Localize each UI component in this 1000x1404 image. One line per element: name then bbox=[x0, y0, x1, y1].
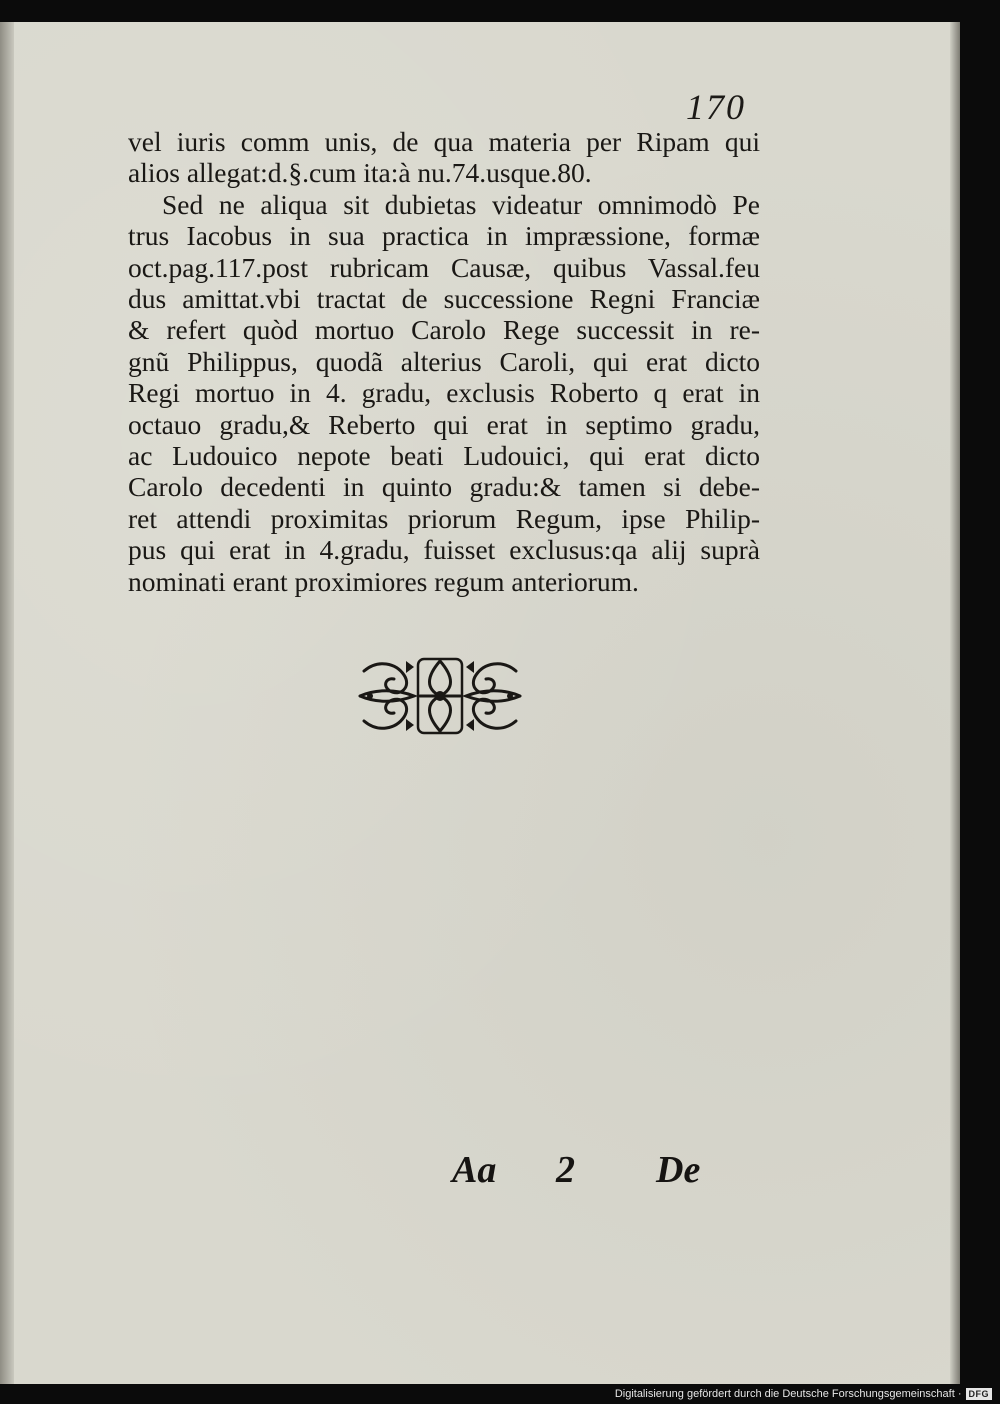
text-line: ac Ludouico nepote beati Ludouici, qui erat dicto bbox=[128, 440, 760, 472]
text-line: oct.pag.117.post rubricam Causæ, quibus Vassal.feu bbox=[128, 251, 760, 283]
credit-text: Digitalisierung gefördert durch die Deutsche Forschungsgemeinschaft · bbox=[614, 1388, 962, 1400]
catchword: De bbox=[656, 1149, 701, 1191]
text-line: nominati erant proximiores regum anteriorum. bbox=[128, 565, 639, 597]
digitization-credit bbox=[615, 1386, 992, 1402]
signature-mark: Aa bbox=[452, 1149, 497, 1191]
text-line: gnũ Philippus, quodã alterius Caroli, qui erat dicto bbox=[128, 345, 760, 377]
text-line: dus amittat.vbi tractat de successione Regni Franciæ bbox=[128, 283, 760, 315]
body-text bbox=[128, 126, 760, 597]
page-number: 170 bbox=[686, 87, 746, 127]
page-right-edge bbox=[950, 22, 960, 1384]
text-line: Regi mortuo in 4. gradu, exclusis Roberto q erat in bbox=[128, 377, 760, 409]
text-line: ret attendi proximitas priorum Regum, ipse Philip- bbox=[128, 502, 760, 534]
text-line: trus Iacobus in sua practica in impræssione, formæ bbox=[128, 220, 760, 252]
text-line: Sed ne aliqua sit dubietas videatur omnimodò Pe bbox=[162, 188, 760, 220]
dfg-logo: DFG bbox=[966, 1388, 993, 1400]
text-line: & refert quòd mortuo Carolo Rege successit in re- bbox=[128, 314, 760, 346]
ornamental-fleuron-icon bbox=[356, 653, 524, 739]
signature-number: 2 bbox=[556, 1149, 575, 1191]
text-line: Carolo decedenti in quinto gradu:& tamen si debe- bbox=[128, 471, 760, 503]
text-line: alios allegat:d.§.cum ita:à nu.74.usque.80. bbox=[128, 157, 592, 189]
text-line: pus qui erat in 4.gradu, fuisset exclusus:qa alij suprà bbox=[128, 534, 760, 566]
page-left-edge bbox=[0, 22, 14, 1384]
text-line: vel iuris comm unis, de qua materia per Ripam qui bbox=[128, 126, 760, 157]
text-line: octauo gradu,& Reberto qui erat in septimo gradu, bbox=[128, 408, 760, 440]
